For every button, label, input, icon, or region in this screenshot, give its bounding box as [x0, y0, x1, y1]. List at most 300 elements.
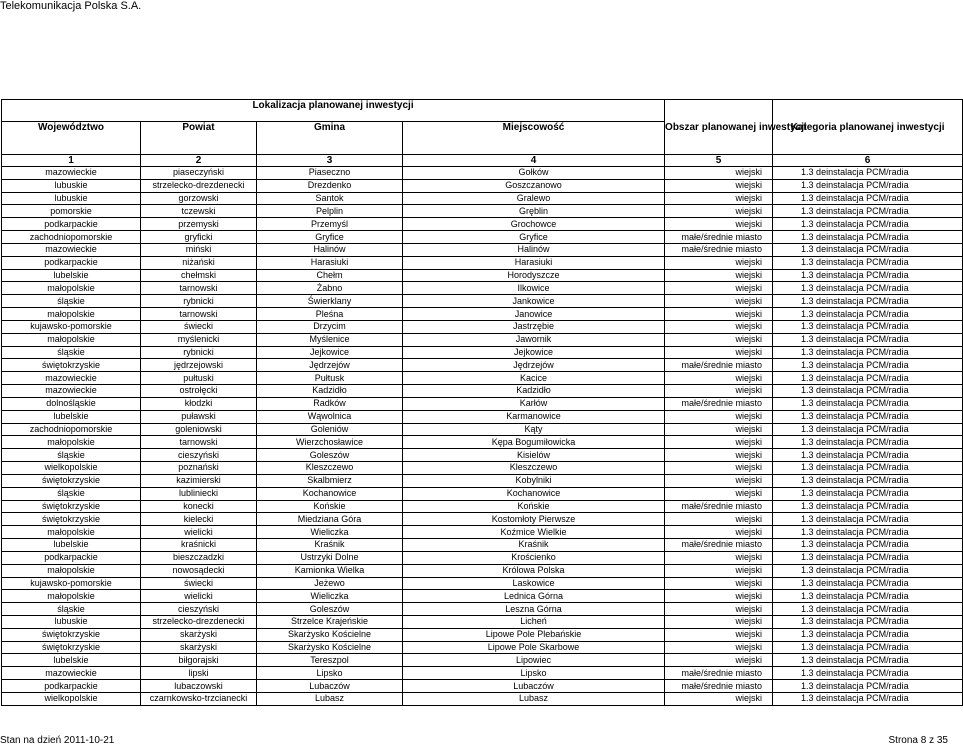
locality-cell: Kobylniki [403, 474, 665, 487]
table-row [2, 385, 963, 398]
table-row [2, 667, 963, 680]
commune-cell: Piaseczno [257, 167, 403, 180]
area-cell: wiejski [665, 603, 773, 616]
column-number: 1 [2, 155, 141, 167]
table-row [2, 692, 963, 705]
locality-cell: Horodyszcze [403, 269, 665, 282]
locality-cell: Końskie [403, 500, 665, 513]
commune-cell: Chełm [257, 269, 403, 282]
locality-cell: Lubaczów [403, 680, 665, 693]
locality-cell: Lubasz [403, 692, 665, 705]
locality-cell: Kochanowice [403, 487, 665, 500]
category-cell: 1.3 deinstalacja PCM/radia [773, 320, 963, 333]
commune-cell: Lubaczów [257, 680, 403, 693]
locality-cell: Grochowce [403, 218, 665, 231]
county-cell: kłodzki [141, 397, 257, 410]
voivodeship-cell: śląskie [2, 449, 141, 462]
category-cell: 1.3 deinstalacja PCM/radia [773, 179, 963, 192]
voivodeship-cell: małopolskie [2, 308, 141, 321]
voivodeship-cell: małopolskie [2, 590, 141, 603]
voivodeship-cell: wielkopolskie [2, 692, 141, 705]
area-cell: wiejski [665, 449, 773, 462]
county-cell: piaseczyński [141, 167, 257, 180]
voivodeship-cell: kujawsko-pomorskie [2, 320, 141, 333]
commune-cell: Jędrzejów [257, 359, 403, 372]
table-row [2, 564, 963, 577]
area-cell: małe/średnie miasto [665, 231, 773, 244]
table-row [2, 231, 963, 244]
category-cell: 1.3 deinstalacja PCM/radia [773, 346, 963, 359]
commune-cell: Ustrzyki Dolne [257, 551, 403, 564]
table-body [2, 167, 963, 706]
county-cell: świecki [141, 320, 257, 333]
voivodeship-cell: mazowieckie [2, 667, 141, 680]
table-row [2, 628, 963, 641]
area-cell: wiejski [665, 577, 773, 590]
voivodeship-cell: świętokrzyskie [2, 359, 141, 372]
area-cell: wiejski [665, 346, 773, 359]
category-cell: 1.3 deinstalacja PCM/radia [773, 256, 963, 269]
area-cell: wiejski [665, 474, 773, 487]
table-row [2, 179, 963, 192]
voivodeship-cell: świętokrzyskie [2, 474, 141, 487]
column-number: 5 [665, 155, 773, 167]
investments-table [1, 99, 963, 706]
category-cell: 1.3 deinstalacja PCM/radia [773, 243, 963, 256]
locality-cell: Kisielów [403, 449, 665, 462]
table-row [2, 218, 963, 231]
table-row [2, 372, 963, 385]
voivodeship-cell: małopolskie [2, 333, 141, 346]
locality-header: Miejscowość [403, 122, 665, 155]
column-number: 4 [403, 155, 665, 167]
table-row [2, 449, 963, 462]
locality-cell: Jastrzębie [403, 320, 665, 333]
category-cell: 1.3 deinstalacja PCM/radia [773, 423, 963, 436]
county-cell: niżański [141, 256, 257, 269]
category-cell: 1.3 deinstalacja PCM/radia [773, 372, 963, 385]
voivodeship-cell: podkarpackie [2, 680, 141, 693]
county-cell: tczewski [141, 205, 257, 218]
county-cell: pułtuski [141, 372, 257, 385]
commune-cell: Jeżewo [257, 577, 403, 590]
table-row [2, 526, 963, 539]
voivodeship-cell: świętokrzyskie [2, 628, 141, 641]
category-cell: 1.3 deinstalacja PCM/radia [773, 282, 963, 295]
county-cell: chełmski [141, 269, 257, 282]
area-cell: wiejski [665, 282, 773, 295]
locality-cell: Licheń [403, 615, 665, 628]
area-cell: wiejski [665, 641, 773, 654]
county-cell: ostrołęcki [141, 385, 257, 398]
locality-cell: Janowice [403, 308, 665, 321]
county-cell: rybnicki [141, 295, 257, 308]
voivodeship-cell: mazowieckie [2, 167, 141, 180]
county-cell: kielecki [141, 513, 257, 526]
status-date: Stan na dzień 2011-10-21 [0, 735, 115, 746]
voivodeship-cell: lubuskie [2, 615, 141, 628]
locality-cell: Kraśnik [403, 539, 665, 552]
county-cell: goleniowski [141, 423, 257, 436]
county-cell: czarnkowsko-trzcianecki [141, 692, 257, 705]
locality-cell: Królowa Polska [403, 564, 665, 577]
table-row [2, 513, 963, 526]
category-cell: 1.3 deinstalacja PCM/radia [773, 231, 963, 244]
voivodeship-cell: zachodniopomorskie [2, 423, 141, 436]
locality-cell: Leszna Górna [403, 603, 665, 616]
area-cell: wiejski [665, 385, 773, 398]
county-cell: biłgorajski [141, 654, 257, 667]
county-cell: skarżyski [141, 641, 257, 654]
area-cell: małe/średnie miasto [665, 359, 773, 372]
commune-header: Gmina [257, 122, 403, 155]
county-cell: lubaczowski [141, 680, 257, 693]
commune-cell: Pleśna [257, 308, 403, 321]
voivodeship-cell: dolnośląskie [2, 397, 141, 410]
commune-cell: Radków [257, 397, 403, 410]
county-cell: skarżyski [141, 628, 257, 641]
county-cell: strzelecko-drezdenecki [141, 179, 257, 192]
commune-cell: Kleszczewo [257, 462, 403, 475]
category-cell: 1.3 deinstalacja PCM/radia [773, 564, 963, 577]
voivodeship-cell: lubelskie [2, 654, 141, 667]
area-cell: małe/średnie miasto [665, 680, 773, 693]
voivodeship-cell: mazowieckie [2, 385, 141, 398]
table-row [2, 603, 963, 616]
locality-cell: Lipowe Pole Skarbowe [403, 641, 665, 654]
column-number: 2 [141, 155, 257, 167]
page-number: Strona 8 z 35 [888, 735, 948, 746]
category-cell: 1.3 deinstalacja PCM/radia [773, 218, 963, 231]
voivodeship-cell: podkarpackie [2, 256, 141, 269]
category-cell: 1.3 deinstalacja PCM/radia [773, 551, 963, 564]
commune-cell: Drzycim [257, 320, 403, 333]
commune-cell: Drezdenko [257, 179, 403, 192]
county-cell: cieszyński [141, 449, 257, 462]
voivodeship-cell: małopolskie [2, 436, 141, 449]
commune-cell: Skarżysko Kościelne [257, 641, 403, 654]
locality-cell: Kostomłoty Pierwsze [403, 513, 665, 526]
category-cell: 1.3 deinstalacja PCM/radia [773, 397, 963, 410]
county-cell: miński [141, 243, 257, 256]
commune-cell: Tereszpol [257, 654, 403, 667]
county-cell: rybnicki [141, 346, 257, 359]
commune-cell: Świerklany [257, 295, 403, 308]
commune-cell: Jejkowice [257, 346, 403, 359]
area-cell: małe/średnie miasto [665, 397, 773, 410]
table-row [2, 282, 963, 295]
table-row [2, 641, 963, 654]
area-cell: wiejski [665, 167, 773, 180]
voivodeship-cell: zachodniopomorskie [2, 231, 141, 244]
area-cell: wiejski [665, 423, 773, 436]
table-row [2, 577, 963, 590]
area-cell: wiejski [665, 295, 773, 308]
table-row [2, 410, 963, 423]
commune-cell: Wieliczka [257, 590, 403, 603]
area-cell: wiejski [665, 692, 773, 705]
locality-cell: Gralewo [403, 192, 665, 205]
locality-cell: Kleszczewo [403, 462, 665, 475]
county-cell: lipski [141, 667, 257, 680]
voivodeship-cell: podkarpackie [2, 218, 141, 231]
locality-cell: Jankowice [403, 295, 665, 308]
voivodeship-cell: świętokrzyskie [2, 500, 141, 513]
voivodeship-cell: śląskie [2, 346, 141, 359]
table-row [2, 333, 963, 346]
area-cell: wiejski [665, 179, 773, 192]
table-row [2, 320, 963, 333]
category-cell: 1.3 deinstalacja PCM/radia [773, 590, 963, 603]
table-row [2, 615, 963, 628]
area-cell: wiejski [665, 218, 773, 231]
category-cell: 1.3 deinstalacja PCM/radia [773, 654, 963, 667]
county-cell: myślenicki [141, 333, 257, 346]
county-cell: bieszczadzki [141, 551, 257, 564]
area-cell: wiejski [665, 308, 773, 321]
commune-cell: Żabno [257, 282, 403, 295]
locality-cell: Koźmice Wielkie [403, 526, 665, 539]
table-row [2, 487, 963, 500]
county-cell: wielicki [141, 526, 257, 539]
locality-cell: Laskowice [403, 577, 665, 590]
area-cell: wiejski [665, 513, 773, 526]
table-row [2, 462, 963, 475]
county-cell: lubliniecki [141, 487, 257, 500]
category-cell: 1.3 deinstalacja PCM/radia [773, 577, 963, 590]
voivodeship-cell: kujawsko-pomorskie [2, 577, 141, 590]
locality-cell: Kępa Bogumiłowicka [403, 436, 665, 449]
category-cell: 1.3 deinstalacja PCM/radia [773, 500, 963, 513]
commune-cell: Gryfice [257, 231, 403, 244]
area-cell: małe/średnie miasto [665, 243, 773, 256]
voivodeship-cell: pomorskie [2, 205, 141, 218]
area-cell: wiejski [665, 333, 773, 346]
voivodeship-cell: lubelskie [2, 539, 141, 552]
commune-cell: Halinów [257, 243, 403, 256]
area-cell: wiejski [665, 372, 773, 385]
commune-cell: Wierzchosławice [257, 436, 403, 449]
table-row [2, 346, 963, 359]
category-cell: 1.3 deinstalacja PCM/radia [773, 628, 963, 641]
title-line-3: dotyczącej Porozumienia z UKE z dn. 22 października 2009 [294, 48, 666, 64]
county-cell: poznański [141, 462, 257, 475]
locality-cell: Jędrzejów [403, 359, 665, 372]
company-name: Telekomunikacja Polska S.A. [0, 0, 142, 12]
title-line-2: w ramach realizacji Deklaracji Inwestycyjnej Telekomunikacji Polskiej [266, 31, 694, 47]
table-row [2, 423, 963, 436]
commune-cell: Wąwolnica [257, 410, 403, 423]
category-cell: 1.3 deinstalacja PCM/radia [773, 680, 963, 693]
voivodeship-cell: lubelskie [2, 269, 141, 282]
locality-cell: Gręblin [403, 205, 665, 218]
table-row [2, 256, 963, 269]
county-cell: kraśnicki [141, 539, 257, 552]
voivodeship-header: Województwo [2, 122, 141, 155]
county-cell: konecki [141, 500, 257, 513]
category-cell: 1.3 deinstalacja PCM/radia [773, 615, 963, 628]
table-row [2, 590, 963, 603]
area-cell: wiejski [665, 410, 773, 423]
voivodeship-cell: wielkopolskie [2, 462, 141, 475]
voivodeship-cell: śląskie [2, 603, 141, 616]
county-cell: cieszyński [141, 603, 257, 616]
category-cell: 1.3 deinstalacja PCM/radia [773, 410, 963, 423]
county-cell: wielicki [141, 590, 257, 603]
category-cell: 1.3 deinstalacja PCM/radia [773, 692, 963, 705]
area-cell: małe/średnie miasto [665, 500, 773, 513]
category-cell: 1.3 deinstalacja PCM/radia [773, 513, 963, 526]
commune-cell: Skarżysko Kościelne [257, 628, 403, 641]
table-row [2, 474, 963, 487]
category-cell: 1.3 deinstalacja PCM/radia [773, 487, 963, 500]
category-cell: 1.3 deinstalacja PCM/radia [773, 333, 963, 346]
category-cell: 1.3 deinstalacja PCM/radia [773, 462, 963, 475]
table-row [2, 500, 963, 513]
commune-cell: Goleszów [257, 603, 403, 616]
area-cell: wiejski [665, 615, 773, 628]
area-cell: wiejski [665, 205, 773, 218]
commune-cell: Przemyśl [257, 218, 403, 231]
county-cell: puławski [141, 410, 257, 423]
category-cell: 1.3 deinstalacja PCM/radia [773, 526, 963, 539]
category-cell: 1.3 deinstalacja PCM/radia [773, 436, 963, 449]
locality-cell: Karłów [403, 397, 665, 410]
locality-cell: Lipowe Pole Plebańskie [403, 628, 665, 641]
county-cell: gryficki [141, 231, 257, 244]
category-cell: 1.3 deinstalacja PCM/radia [773, 269, 963, 282]
category-cell: 1.3 deinstalacja PCM/radia [773, 603, 963, 616]
category-cell: 1.3 deinstalacja PCM/radia [773, 667, 963, 680]
voivodeship-cell: świętokrzyskie [2, 513, 141, 526]
commune-cell: Santok [257, 192, 403, 205]
county-header: Powiat [141, 122, 257, 155]
area-cell: wiejski [665, 628, 773, 641]
voivodeship-cell: mazowieckie [2, 372, 141, 385]
voivodeship-cell: lubuskie [2, 179, 141, 192]
commune-cell: Lubasz [257, 692, 403, 705]
voivodeship-cell: śląskie [2, 487, 141, 500]
county-cell: tarnowski [141, 308, 257, 321]
title-line-1: Inwestycje na etapie planowania [379, 14, 581, 30]
table-row [2, 436, 963, 449]
locality-cell: Lednica Górna [403, 590, 665, 603]
category-cell: 1.3 deinstalacja PCM/radia [773, 192, 963, 205]
category-cell: 1.3 deinstalacja PCM/radia [773, 385, 963, 398]
category-cell: 1.3 deinstalacja PCM/radia [773, 359, 963, 372]
locality-cell: Lipowiec [403, 654, 665, 667]
commune-cell: Strzelce Krajeńskie [257, 615, 403, 628]
commune-cell: Goleniów [257, 423, 403, 436]
area-cell: wiejski [665, 564, 773, 577]
area-cell: wiejski [665, 320, 773, 333]
commune-cell: Miedziana Góra [257, 513, 403, 526]
area-cell: wiejski [665, 654, 773, 667]
commune-cell: Końskie [257, 500, 403, 513]
category-cell: 1.3 deinstalacja PCM/radia [773, 449, 963, 462]
commune-cell: Harasiuki [257, 256, 403, 269]
locality-cell: Jejkowice [403, 346, 665, 359]
table-row [2, 205, 963, 218]
area-cell: wiejski [665, 487, 773, 500]
area-cell: wiejski [665, 436, 773, 449]
county-cell: przemyski [141, 218, 257, 231]
voivodeship-cell: małopolskie [2, 282, 141, 295]
county-cell: kazimierski [141, 474, 257, 487]
table-row [2, 359, 963, 372]
commune-cell: Pelplin [257, 205, 403, 218]
area-cell: małe/średnie miasto [665, 539, 773, 552]
table-row [2, 397, 963, 410]
table-row [2, 192, 963, 205]
commune-cell: Kraśnik [257, 539, 403, 552]
commune-cell: Pułtusk [257, 372, 403, 385]
category-cell: 1.3 deinstalacja PCM/radia [773, 474, 963, 487]
table-row [2, 167, 963, 180]
location-group-header: Lokalizacja planowanej inwestycji [2, 100, 665, 122]
table-row [2, 539, 963, 552]
category-cell: 1.3 deinstalacja PCM/radia [773, 295, 963, 308]
table-row [2, 269, 963, 282]
category-cell: 1.3 deinstalacja PCM/radia [773, 539, 963, 552]
voivodeship-cell: mazowieckie [2, 243, 141, 256]
table-row [2, 295, 963, 308]
commune-cell: Myślenice [257, 333, 403, 346]
table-row [2, 680, 963, 693]
commune-cell: Skalbmierz [257, 474, 403, 487]
voivodeship-cell: śląskie [2, 295, 141, 308]
category-cell: 1.3 deinstalacja PCM/radia [773, 641, 963, 654]
area-cell: wiejski [665, 526, 773, 539]
locality-cell: Ilkowice [403, 282, 665, 295]
county-cell: jędrzejowski [141, 359, 257, 372]
category-header: Kategoria planowanej inwestycji [773, 100, 963, 155]
locality-cell: Kadzidło [403, 385, 665, 398]
area-cell: wiejski [665, 590, 773, 603]
commune-cell: Wieliczka [257, 526, 403, 539]
county-cell: nowosądecki [141, 564, 257, 577]
category-cell: 1.3 deinstalacja PCM/radia [773, 167, 963, 180]
county-cell: świecki [141, 577, 257, 590]
locality-cell: Lipsko [403, 667, 665, 680]
column-number: 3 [257, 155, 403, 167]
commune-cell: Goleszów [257, 449, 403, 462]
voivodeship-cell: małopolskie [2, 564, 141, 577]
area-cell: wiejski [665, 192, 773, 205]
area-cell: wiejski [665, 462, 773, 475]
county-cell: tarnowski [141, 436, 257, 449]
table-row [2, 551, 963, 564]
locality-cell: Harasiuki [403, 256, 665, 269]
area-cell: wiejski [665, 256, 773, 269]
locality-cell: Halinów [403, 243, 665, 256]
county-cell: gorzowski [141, 192, 257, 205]
voivodeship-cell: lubelskie [2, 410, 141, 423]
voivodeship-cell: świętokrzyskie [2, 641, 141, 654]
area-cell: małe/średnie miasto [665, 667, 773, 680]
locality-cell: Krościenko [403, 551, 665, 564]
commune-cell: Kadzidło [257, 385, 403, 398]
locality-cell: Kacice [403, 372, 665, 385]
county-cell: tarnowski [141, 282, 257, 295]
area-cell: wiejski [665, 551, 773, 564]
category-cell: 1.3 deinstalacja PCM/radia [773, 205, 963, 218]
locality-cell: Jawornik [403, 333, 665, 346]
locality-cell: Kąty [403, 423, 665, 436]
category-cell: 1.3 deinstalacja PCM/radia [773, 308, 963, 321]
table-row [2, 308, 963, 321]
area-header: Obszar planowanej inwestycji [665, 100, 773, 155]
